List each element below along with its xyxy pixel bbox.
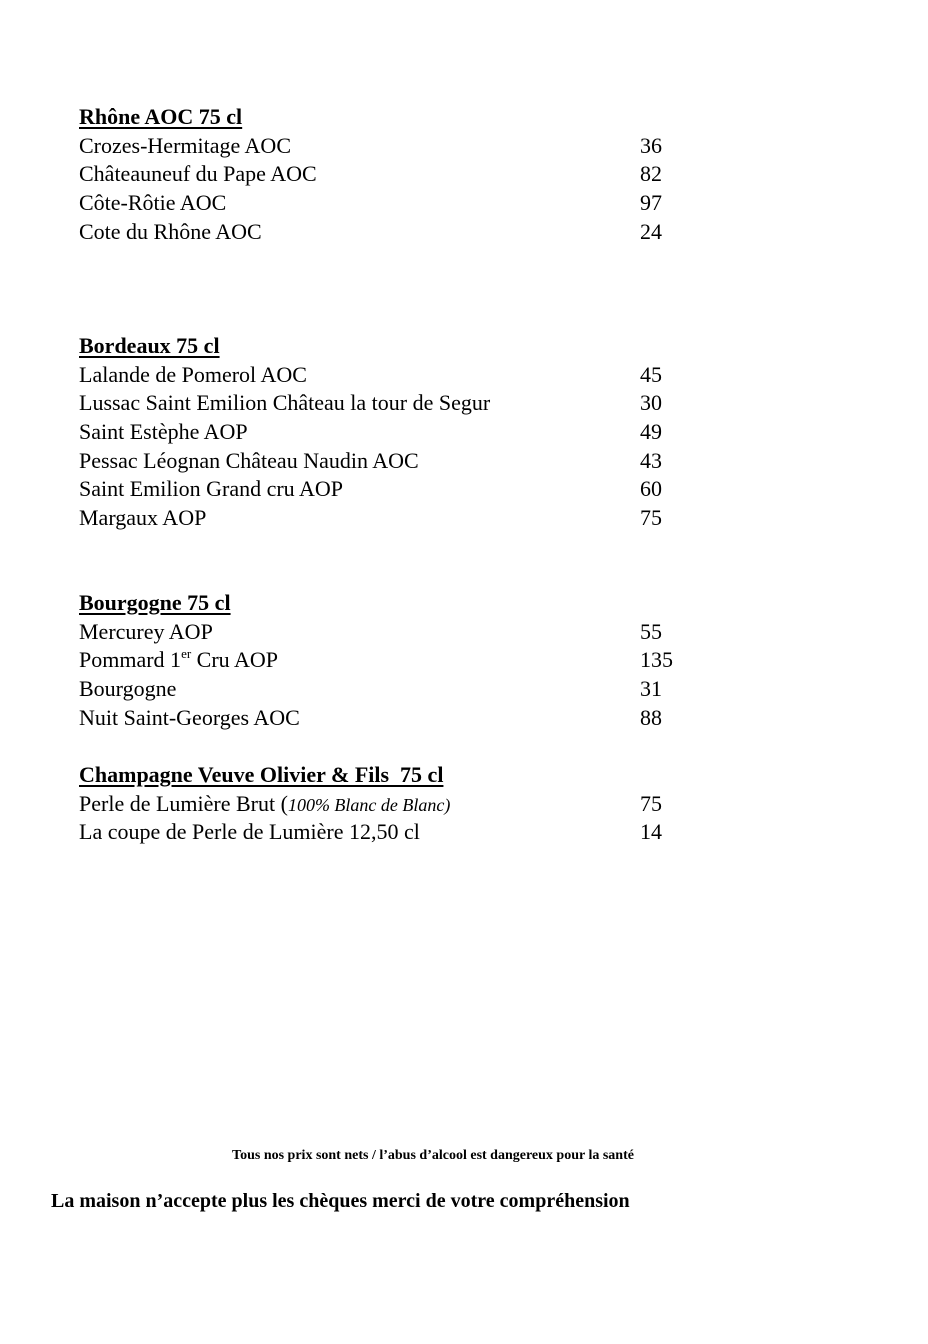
section-title-bourgogne: Bourgogne 75 cl [79, 590, 231, 615]
footer-price-note: Tous nos prix sont nets / l’abus d’alcool est dangereux pour la santé [232, 1148, 634, 1163]
wine-name: Cote du Rhône AOC [79, 218, 262, 244]
wine-item [79, 389, 719, 418]
wine-price: 75 [640, 505, 662, 531]
wine-price: 55 [640, 618, 662, 644]
wine-price: 82 [640, 161, 662, 187]
wine-item [79, 618, 719, 647]
footer-cheques-notice: La maison n’accepte plus les chèques merci de votre compréhension [51, 1190, 630, 1212]
wine-name: Pessac Léognan Château Naudin AOC [79, 447, 419, 473]
wine-item [79, 189, 719, 218]
section-rhone [79, 103, 719, 246]
wine-name: Châteauneuf du Pape AOC [79, 161, 317, 187]
wine-item [79, 447, 719, 476]
wine-name: Côte-Rôtie AOC [79, 190, 227, 216]
ordinal-suffix: er [181, 646, 192, 662]
section-title-rhone: Rhône AOC 75 cl [79, 104, 243, 129]
wine-name: Mercurey AOP [79, 618, 213, 644]
wine-price: 24 [640, 218, 662, 244]
wine-price: 49 [640, 419, 662, 445]
wine-item [79, 646, 719, 675]
wine-price: 135 [640, 647, 673, 673]
wine-price: 88 [640, 704, 662, 730]
wine-name-main: Perle de Lumière Brut ( [79, 790, 288, 816]
wine-item [79, 790, 719, 819]
wine-price: 45 [640, 361, 662, 387]
wine-price: 14 [640, 819, 662, 845]
wine-name [79, 790, 450, 820]
wine-item [79, 418, 719, 447]
wine-name: Lussac Saint Emilion Château la tour de Segur [79, 390, 491, 416]
wine-item [79, 675, 719, 704]
wine-price: 60 [640, 476, 662, 502]
wine-name: Saint Emilion Grand cru AOP [79, 476, 343, 502]
wine-item [79, 818, 719, 847]
section-bordeaux [79, 332, 719, 533]
section-champagne [79, 761, 719, 847]
wine-name: Saint Estèphe AOP [79, 419, 248, 445]
wine-price: 43 [640, 447, 662, 473]
wine-item [79, 218, 719, 247]
wine-price: 30 [640, 390, 662, 416]
section-bourgogne [79, 589, 719, 732]
wine-price: 97 [640, 190, 662, 216]
wine-name: Bourgogne [79, 676, 177, 702]
wine-item [79, 361, 719, 390]
wine-price: 36 [640, 132, 662, 158]
wine-name-rest: Cru AOP [191, 647, 278, 673]
wine-name [79, 646, 278, 675]
wine-item [79, 704, 719, 733]
wine-item [79, 132, 719, 161]
wine-item [79, 475, 719, 504]
wine-price: 75 [640, 790, 662, 816]
wine-item [79, 504, 719, 533]
wine-price: 31 [640, 676, 662, 702]
wine-name: Margaux AOP [79, 505, 207, 531]
section-title-champagne: Champagne Veuve Olivier & Fils 75 cl [79, 762, 444, 787]
wine-name: Lalande de Pomerol AOC [79, 361, 307, 387]
wine-name-detail: 100% Blanc de Blanc) [287, 794, 451, 815]
section-title-bordeaux: Bordeaux 75 cl [79, 333, 220, 358]
wine-name: Crozes-Hermitage AOC [79, 132, 291, 158]
wine-name-main: Pommard 1 [79, 647, 182, 673]
wine-name: La coupe de Perle de Lumière 12,50 cl [79, 819, 420, 845]
wine-item [79, 160, 719, 189]
wine-name: Nuit Saint-Georges AOC [79, 704, 300, 730]
